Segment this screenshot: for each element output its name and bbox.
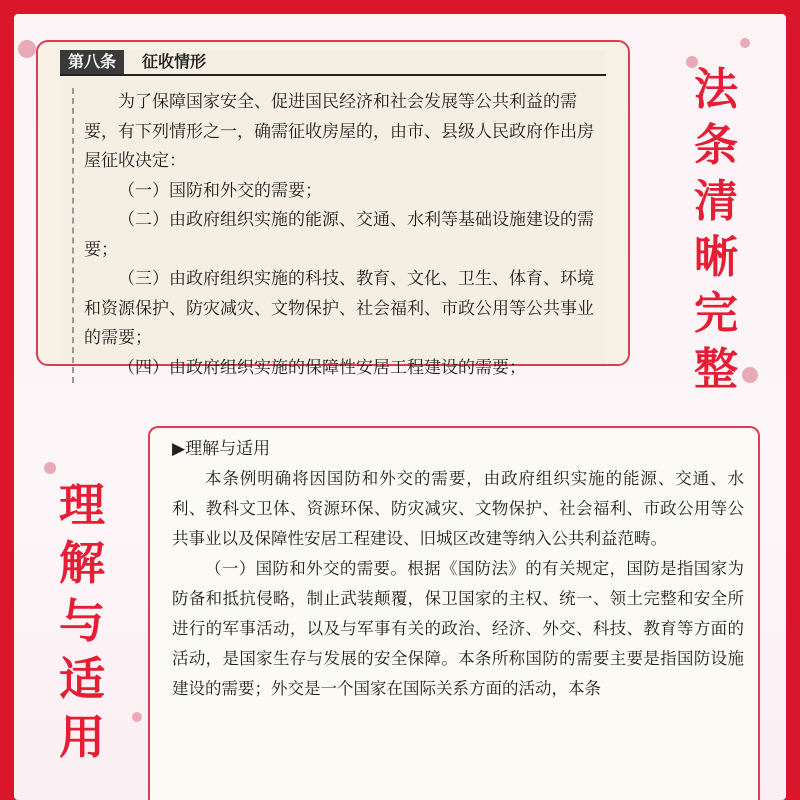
side-title-char: 完 (694, 288, 738, 339)
side-title-char: 整 (694, 344, 738, 395)
interpretation-body (172, 464, 744, 704)
side-title-char: 解 (59, 536, 105, 590)
article-panel (36, 40, 630, 378)
article-paragraph: （二）由政府组织实施的能源、交通、水利等基础设施建设的需要； (84, 210, 594, 260)
article-page (60, 50, 606, 378)
interpretation-paragraph: （一）国防和外交的需要。根据《国防法》的有关规定，国防是指国家为防备和抵抗侵略，制止武装颠覆，保卫国家的主权、统一、领土完整和安全所进行的军事活动，以及与军事有关的政治、经济、外交、科技、教育等方面的活动，是国家生存与发展的安全保障。本条所称国防的需要主要是指国防设施建设的需要；外交是一个国家在国际关系方面的活动，本条 (172, 559, 744, 698)
side-title-char: 用 (59, 710, 105, 764)
decor-dot (18, 40, 36, 58)
interpretation-paragraph: 本条例明确将因国防和外交的需要，由政府组织实施的能源、交通、水利、教科文卫体、资源环保、防灾减灾、文物保护、社会福利、市政公用等公共事业以及保障性安居工程建设、旧城区改建等纳入公共利益范畴。 (172, 469, 744, 548)
article-paragraph: （三）由政府组织实施的科技、教育、文化、卫生、体育、环境和资源保护、防灾减灾、文物保护、社会福利、市政公用等公共事业的需要； (84, 269, 594, 348)
article-number: 第八条 (60, 50, 124, 74)
article-header (60, 50, 606, 76)
side-title-bottom (54, 476, 110, 766)
decor-dot (44, 462, 56, 474)
side-title-top (686, 62, 746, 398)
article-title: 征收情形 (142, 52, 207, 71)
interpretation-panel (148, 426, 760, 800)
article-paragraph: 为了保障国家安全、促进国民经济和社会发展等公共利益的需要，有下列情形之一，确需征收房屋的，由市、县级人民政府作出房屋征收决定： (84, 92, 594, 171)
side-title-char: 晰 (694, 232, 738, 283)
side-title-char: 适 (59, 652, 105, 706)
side-title-char: 理 (59, 478, 105, 532)
side-title-char: 条 (694, 120, 738, 171)
side-title-char: 与 (59, 594, 105, 648)
article-paragraph: （四）由政府组织实施的保障性安居工程建设的需要； (118, 357, 526, 378)
article-body (72, 88, 596, 383)
interpretation-heading: ▶理解与适用 (172, 439, 271, 459)
side-title-char: 法 (694, 64, 738, 115)
decor-dot (740, 38, 750, 48)
decor-dot (132, 712, 142, 722)
article-paragraph: （一）国防和外交的需要； (118, 180, 322, 201)
side-title-char: 清 (694, 176, 738, 227)
